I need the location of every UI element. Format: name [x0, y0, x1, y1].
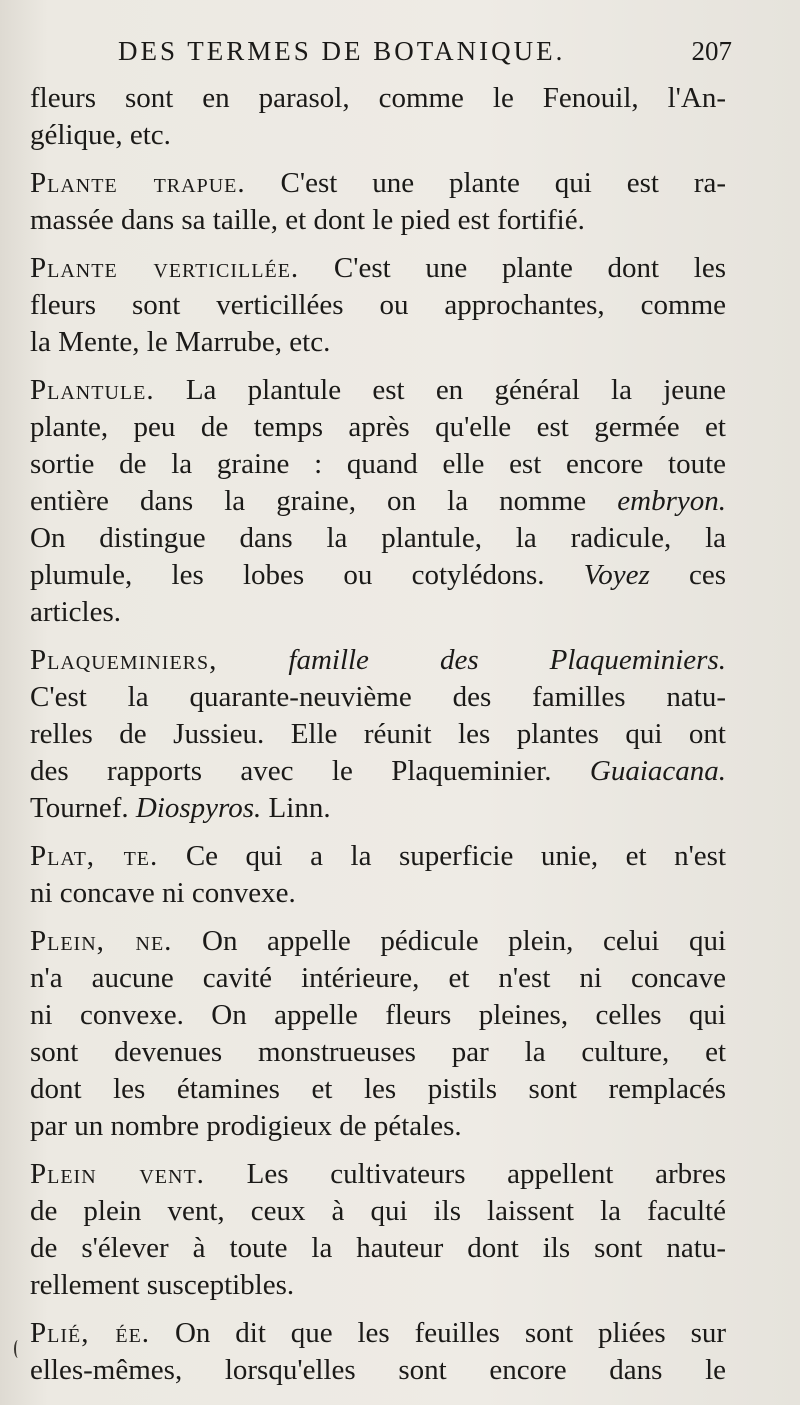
italic-term: Voyez: [583, 559, 650, 591]
page-number: 207: [691, 36, 732, 66]
entry-text: Ce qui a la superficie unie, et n'est: [185, 840, 727, 872]
text-line: rellement susceptibles.: [30, 1269, 295, 1301]
italic-term: Guaiacana.: [589, 755, 726, 787]
entry-term: Plante trapue.: [30, 167, 246, 199]
entry-term: Plante verticillée.: [30, 252, 300, 284]
entry-term: Plein vent.: [30, 1158, 205, 1190]
text-line: articles.: [30, 596, 121, 628]
text-line: ni convexe. On appelle fleurs pleines, celles qui: [30, 999, 726, 1031]
margin-mark: [14, 1340, 22, 1358]
entry-first-line: [30, 250, 726, 287]
text-line: n'a aucune cavité intérieure, et n'est ni concave: [30, 962, 726, 994]
text-line: fleurs sont verticillées ou approchantes, comme: [30, 289, 726, 321]
entry-first-line: [30, 923, 726, 960]
text-line: [30, 790, 726, 827]
entry-first-line: [30, 1315, 726, 1352]
italic-term: famille des Plaqueminiers.: [288, 644, 727, 676]
body-text: [30, 80, 726, 1389]
entry-text: On dit que les feuilles sont pliées sur: [174, 1317, 727, 1349]
text-line: fleurs sont en parasol, comme le Fenouil, l'An-: [30, 82, 726, 114]
text-line: plante, peu de temps après qu'elle est germée et: [30, 411, 726, 443]
text-line: [30, 483, 726, 520]
page-header: [118, 36, 732, 80]
text-line: sont devenues monstrueuses par la culture, et: [30, 1036, 726, 1068]
entry-term: Plaqueminiers,: [30, 644, 218, 676]
text-line: [30, 557, 726, 594]
entry-first-line: [30, 642, 726, 679]
text-segment: Linn.: [268, 792, 331, 824]
entry-term: Plié, ée.: [30, 1317, 151, 1349]
entry-term: Plat, te.: [30, 840, 159, 872]
entry-first-line: [30, 1156, 726, 1193]
italic-term: embryon.: [617, 485, 726, 517]
text-line: C'est la quarante-neuvième des familles natu-: [30, 681, 726, 713]
italic-term: Diospyros.: [135, 792, 262, 824]
text-segment: entière dans la graine, on la nomme: [30, 485, 587, 517]
text-line: la Mente, le Marrube, etc.: [30, 326, 331, 358]
entry-term: Plein, ne.: [30, 925, 173, 957]
entry-text: Les cultivateurs appellent arbres: [246, 1158, 726, 1190]
text-line: de plein vent, ceux à qui ils laissent la faculté: [30, 1195, 726, 1227]
text-segment: des rapports avec le Plaqueminier.: [30, 755, 552, 787]
entry-text: C'est une plante qui est ra-: [280, 167, 727, 199]
text-line: On distingue dans la plantule, la radicule, la: [30, 522, 726, 554]
text-line: ni concave ni convexe.: [30, 877, 296, 909]
entry-text: La plantule est en général la jeune: [185, 374, 727, 406]
text-line: massée dans sa taille, et dont le pied est fortifié.: [30, 204, 585, 236]
entry-term: Plantule.: [30, 374, 155, 406]
entry-first-line: [30, 165, 726, 202]
text-segment: ces: [688, 559, 726, 591]
entry-text: C'est une plante dont les: [333, 252, 726, 284]
text-line: [30, 753, 726, 790]
entry-first-line: [30, 372, 726, 409]
text-segment: plumule, les lobes ou cotylédons.: [30, 559, 545, 591]
text-line: relles de Jussieu. Elle réunit les plantes qui ont: [30, 718, 726, 750]
running-head: DES TERMES DE BOTANIQUE.: [118, 36, 566, 66]
text-line: de s'élever à toute la hauteur dont ils sont natu-: [30, 1232, 726, 1264]
text-segment: Tournef.: [30, 792, 129, 824]
text-line: par un nombre prodigieux de pétales.: [30, 1110, 462, 1142]
text-line: gélique, etc.: [30, 119, 171, 151]
entry-text: On appelle pédicule plein, celui qui: [202, 925, 727, 957]
text-line: dont les étamines et les pistils sont remplacés: [30, 1073, 726, 1105]
entry-first-line: [30, 838, 726, 875]
text-line: elles-mêmes, lorsqu'elles sont encore dans le: [30, 1354, 726, 1386]
text-line: sortie de la graine : quand elle est encore toute: [30, 448, 726, 480]
